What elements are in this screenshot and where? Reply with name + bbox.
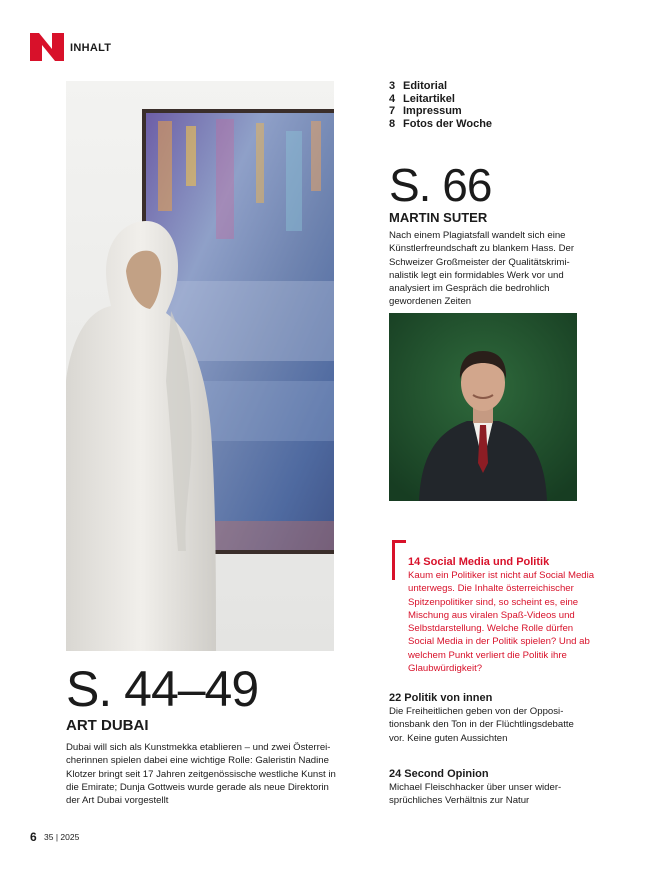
art-title: ART DUBAI bbox=[66, 717, 149, 734]
feature-bracket-accent bbox=[392, 540, 406, 580]
issue-number: 35 | 2025 bbox=[44, 832, 80, 842]
toc-item-title: Fotos der Woche bbox=[403, 117, 493, 130]
suter-teaser: Nach einem Plagiatsfall wandelt sich eine Künstlerfreundschaft zu blankem Hass. Der Schweizer Großmeister der Qualitätskriminalistik legt ein formidables Werk vor und analysiert im Gespräch die bedrohlich gewordenen Zeiten bbox=[389, 230, 575, 308]
suter-title: MARTIN SUTER bbox=[389, 210, 488, 225]
item-teaser: Die Freiheitlichen geben von der Oppositionsbank den Ton in der Flüchtlingsdebatte vor. Keine guten Aussichten bbox=[389, 706, 574, 744]
toc-item-number: 3 bbox=[389, 80, 396, 92]
toc-item-politik-von-innen[interactable] bbox=[389, 691, 589, 745]
art-page-range: S. 44–49 bbox=[66, 661, 259, 717]
magazine-logo bbox=[30, 33, 64, 61]
section-label: INHALT bbox=[70, 42, 112, 54]
art-teaser: Dubai will sich als Kunstmekka etablieren – und zwei Österreicherinnen spielen dabei eine wichtige Rolle: Galeristin Nadine Klotzer bringt seit 17 Jahren zeitgenössische westliche Kunst in die Emirate; Dunja Gottweis wurde gerade als neue Direktorin der Art Dubai vorgestellt bbox=[66, 742, 336, 807]
art-dubai-photo bbox=[66, 81, 334, 651]
toc-item-number: 8 bbox=[389, 117, 396, 130]
toc-item-title: Leitartikel bbox=[403, 92, 455, 105]
item-title: 24 Second Opinion bbox=[389, 768, 489, 780]
toc-item-number: 4 bbox=[389, 92, 396, 105]
toc-item-second-opinion[interactable] bbox=[389, 767, 589, 808]
feature-teaser: Kaum ein Politiker ist nicht auf Social Media unterwegs. Die Inhalte österreichischer Spitzenpolitiker sind, so scheint es, eine Mischung aus viralen Spaß-Videos und Selbstdarstellung. Welche Rolle dürfen Social Media in der Politik spielen? Und ab welchem Punkt verliert die Politik ihre Glaubwürdigkeit? bbox=[408, 570, 595, 675]
feature-title: 14 Social Media und Politik bbox=[408, 556, 550, 568]
toc-item-fotos[interactable] bbox=[389, 118, 492, 131]
toc-item-title: Editorial bbox=[403, 80, 448, 92]
toc-list bbox=[389, 80, 492, 130]
feature-story[interactable] bbox=[408, 555, 598, 675]
item-teaser: Michael Fleischhacker über unser widersprüchliches Verhältnis zur Natur bbox=[389, 782, 562, 807]
toc-item-editorial[interactable] bbox=[389, 80, 492, 93]
item-title: 22 Politik von innen bbox=[389, 692, 493, 704]
toc-item-impressum[interactable] bbox=[389, 105, 492, 118]
toc-item-title: Impressum bbox=[403, 105, 462, 117]
toc-item-leitartikel[interactable] bbox=[389, 93, 492, 106]
suter-portrait-photo bbox=[389, 313, 577, 501]
suter-page-number: S. 66 bbox=[389, 159, 492, 211]
toc-item-number: 7 bbox=[389, 105, 396, 117]
page-number: 6 bbox=[30, 830, 37, 844]
